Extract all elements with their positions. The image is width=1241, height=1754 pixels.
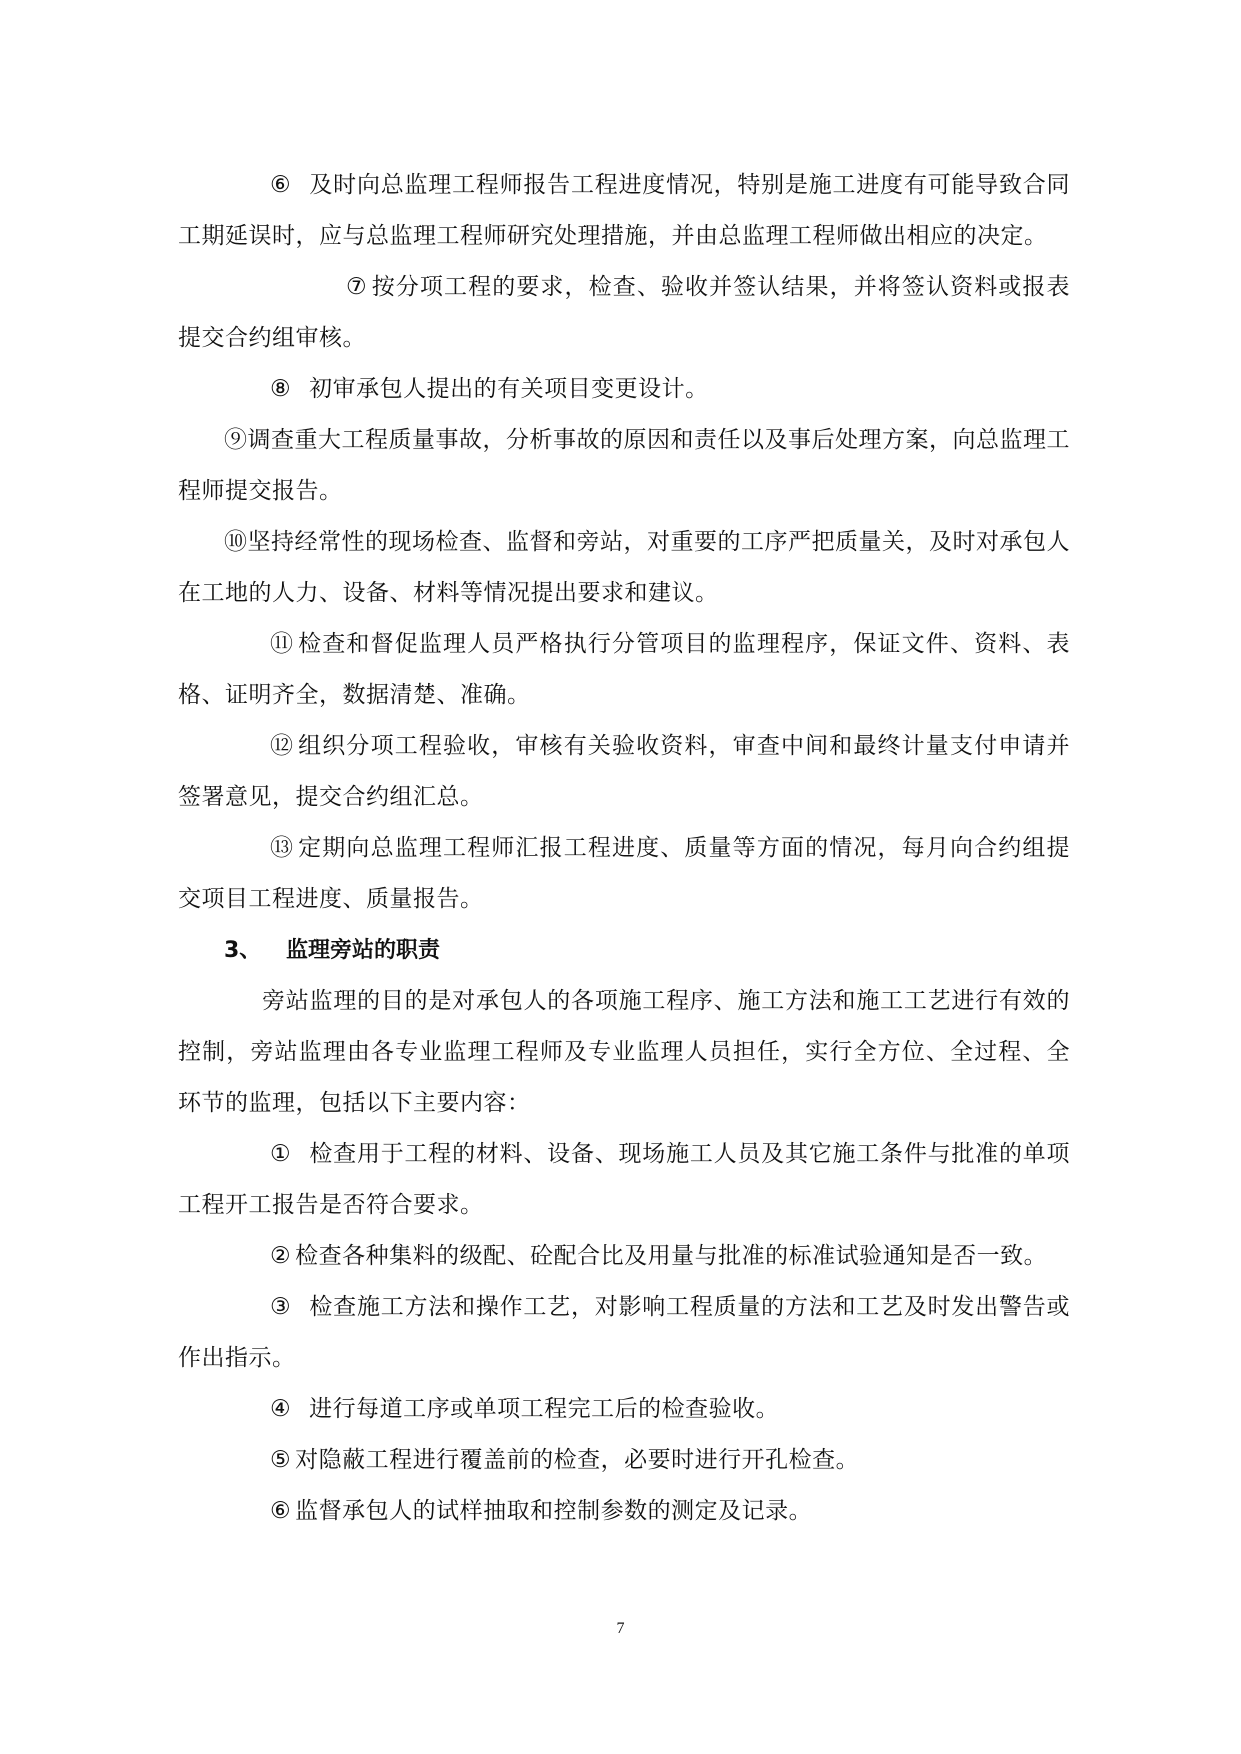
- section-heading: [178, 925, 1070, 976]
- item-marker: ③: [270, 1294, 292, 1320]
- item-text: 进行每道工序或单项工程完工后的检查验收。: [309, 1396, 780, 1422]
- list-item: [178, 160, 1070, 262]
- item-marker: ⑧: [270, 376, 292, 402]
- list-item: [178, 1282, 1070, 1384]
- item-marker: ⑨: [224, 427, 248, 453]
- list-item: [178, 1435, 1070, 1486]
- item-marker: ①: [270, 1141, 292, 1167]
- intro-paragraph: 旁站监理的目的是对承包人的各项施工程序、施工方法和施工工艺进行有效的控制，旁站监理由各专业监理工程师及专业监理人员担任，实行全方位、全过程、全环节的监理，包括以下主要内容：: [178, 988, 1070, 1116]
- item-marker: ⑥: [270, 172, 292, 198]
- item-marker: ⑬: [270, 835, 294, 861]
- item-marker: ⑦: [346, 274, 368, 300]
- section-title: 监理旁站的职责: [286, 938, 441, 963]
- list-item: [178, 364, 1070, 415]
- item-text: 对隐蔽工程进行覆盖前的检查，必要时进行开孔检查。: [295, 1447, 860, 1473]
- item-marker: ⑥: [270, 1498, 292, 1524]
- item-text: 及时向总监理工程师报告工程进度情况，特别是施工进度有可能导致合同工期延误时，应与总监理工程师研究处理措施，并由总监理工程师做出相应的决定。: [178, 172, 1070, 249]
- item-text: 组织分项工程验收，审核有关验收资料，审查中间和最终计量支付申请并签署意见，提交合约组汇总。: [178, 733, 1070, 810]
- item-text: 检查用于工程的材料、设备、现场施工人员及其它施工条件与批准的单项工程开工报告是否符合要求。: [178, 1141, 1070, 1218]
- list-item: [178, 1384, 1070, 1435]
- item-marker: ⑩: [224, 529, 248, 555]
- page-content: [178, 160, 1070, 1537]
- item-text: 定期向总监理工程师汇报工程进度、质量等方面的情况，每月向合约组提交项目工程进度、质量报告。: [178, 835, 1070, 912]
- list-item: [178, 619, 1070, 721]
- item-marker: ④: [270, 1396, 292, 1422]
- item-text: 坚持经常性的现场检查、监督和旁站，对重要的工序严把质量关，及时对承包人在工地的人力、设备、材料等情况提出要求和建议。: [178, 529, 1070, 606]
- list-item: [178, 415, 1070, 517]
- list-item: [178, 823, 1070, 925]
- item-text: 检查各种集料的级配、砼配合比及用量与批准的标准试验通知是否一致。: [295, 1243, 1048, 1269]
- item-marker: ⑤: [270, 1447, 292, 1473]
- list-item: [178, 721, 1070, 823]
- item-marker: ⑫: [270, 733, 294, 759]
- list-item: [178, 517, 1070, 619]
- item-marker: ⑪: [270, 631, 294, 657]
- item-text: 初审承包人提出的有关项目变更设计。: [309, 376, 709, 402]
- item-text: 检查施工方法和操作工艺，对影响工程质量的方法和工艺及时发出警告或作出指示。: [178, 1294, 1070, 1371]
- item-text: 监督承包人的试样抽取和控制参数的测定及记录。: [295, 1498, 813, 1524]
- item-text: 按分项工程的要求，检查、验收并签认结果，并将签认资料或报表提交合约组审核。: [178, 274, 1070, 351]
- section-number: 3、: [224, 938, 262, 963]
- list-item: [178, 1231, 1070, 1282]
- item-marker: ②: [270, 1243, 292, 1269]
- list-item: [178, 1486, 1070, 1537]
- item-text: 检查和督促监理人员严格执行分管项目的监理程序，保证文件、资料、表格、证明齐全，数据清楚、准确。: [178, 631, 1070, 708]
- page-number: 7: [616, 1620, 625, 1637]
- item-text: 调查重大工程质量事故，分析事故的原因和责任以及事后处理方案，向总监理工程师提交报告。: [178, 427, 1070, 504]
- list-item: [178, 1129, 1070, 1231]
- list-item: [178, 262, 1070, 364]
